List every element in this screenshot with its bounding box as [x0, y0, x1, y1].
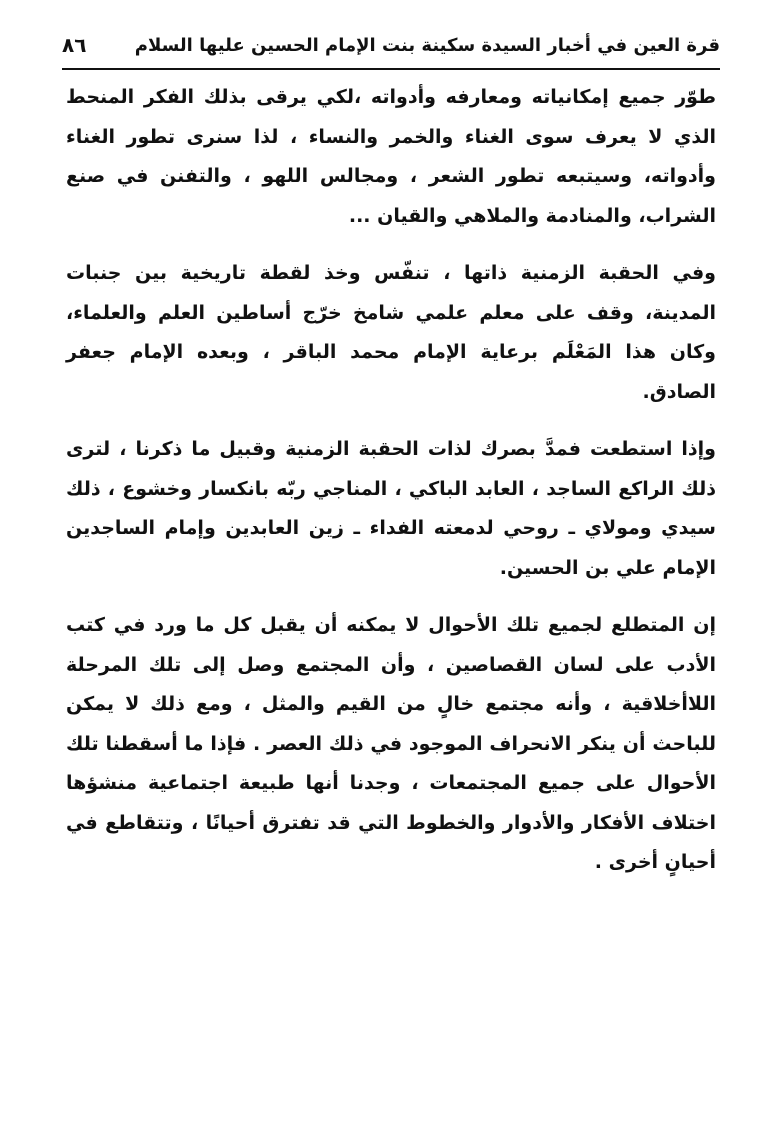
paragraph-4: إن المتطلع لجميع تلك الأحوال لا يمكنه أن يقبل كل ما ورد في كتب الأدب على لسان القصاصين ، وأن المجتمع وصل إلى تلك المرحلة اللاأخلاقية ، وأنه مجتمع خالٍ من القيم والمثل ، ومع ذلك لا يمكن للباحث أن ينكر الانحراف الموجود في ذلك العصر . فإذا ما أسقطنا تلك الأحوال على جميع المجتمعات ، وجدنا أنها طبيعة اجتماعية منشؤها اختلاف الأفكار والأدوار والخطوط التي قد تفترق أحيانًا ، وتتقاطع في أحيانٍ أخرى . [66, 614, 716, 873]
running-header [62, 28, 720, 62]
paragraph-3: وإذا استطعت فمدَّ بصرك لذات الحقبة الزمنية وقبيل ما ذكرنا ، لترى ذلك الراكع الساجد ، العابد الباكي ، المناجي ربّه بانكسار وخشوع ، ذلك سيدي ومولاي ـ روحي لدمعته الفداء ـ زين العابدين وإمام الساجدين الإمام علي بن الحسين. [66, 438, 716, 579]
paragraph-2: وفي الحقبة الزمنية ذاتها ، تنفّس وخذ لقطة تاريخية بين جنبات المدينة، وقف على معلم علمي شامخ خرّج أساطين العلم والعلماء، وكان هذا المَعْلَم برعاية الإمام محمد الباقر ، وبعده الإمام جعفر الصادق. [66, 262, 716, 403]
page-number: ٨٦ [62, 33, 87, 57]
running-header-title: قرة العين في أخبار السيدة سكينة بنت الإمام الحسين عليها السلام [134, 34, 720, 56]
body-text [66, 78, 716, 901]
paragraph-1: طوّر جميع إمكانياته ومعارفه وأدواته ،لكي يرقى بذلك الفكر المنحط الذي لا يعرف سوى الغناء والخمر والنساء ، لذا سنرى تطور الغناء وأدواته، وسيتبعه تطور الشعر ، ومجالس اللهو ، والتفنن في صنع الشراب، والمنادمة والملاهي والقيان ... [66, 86, 716, 227]
header-divider [62, 68, 720, 70]
